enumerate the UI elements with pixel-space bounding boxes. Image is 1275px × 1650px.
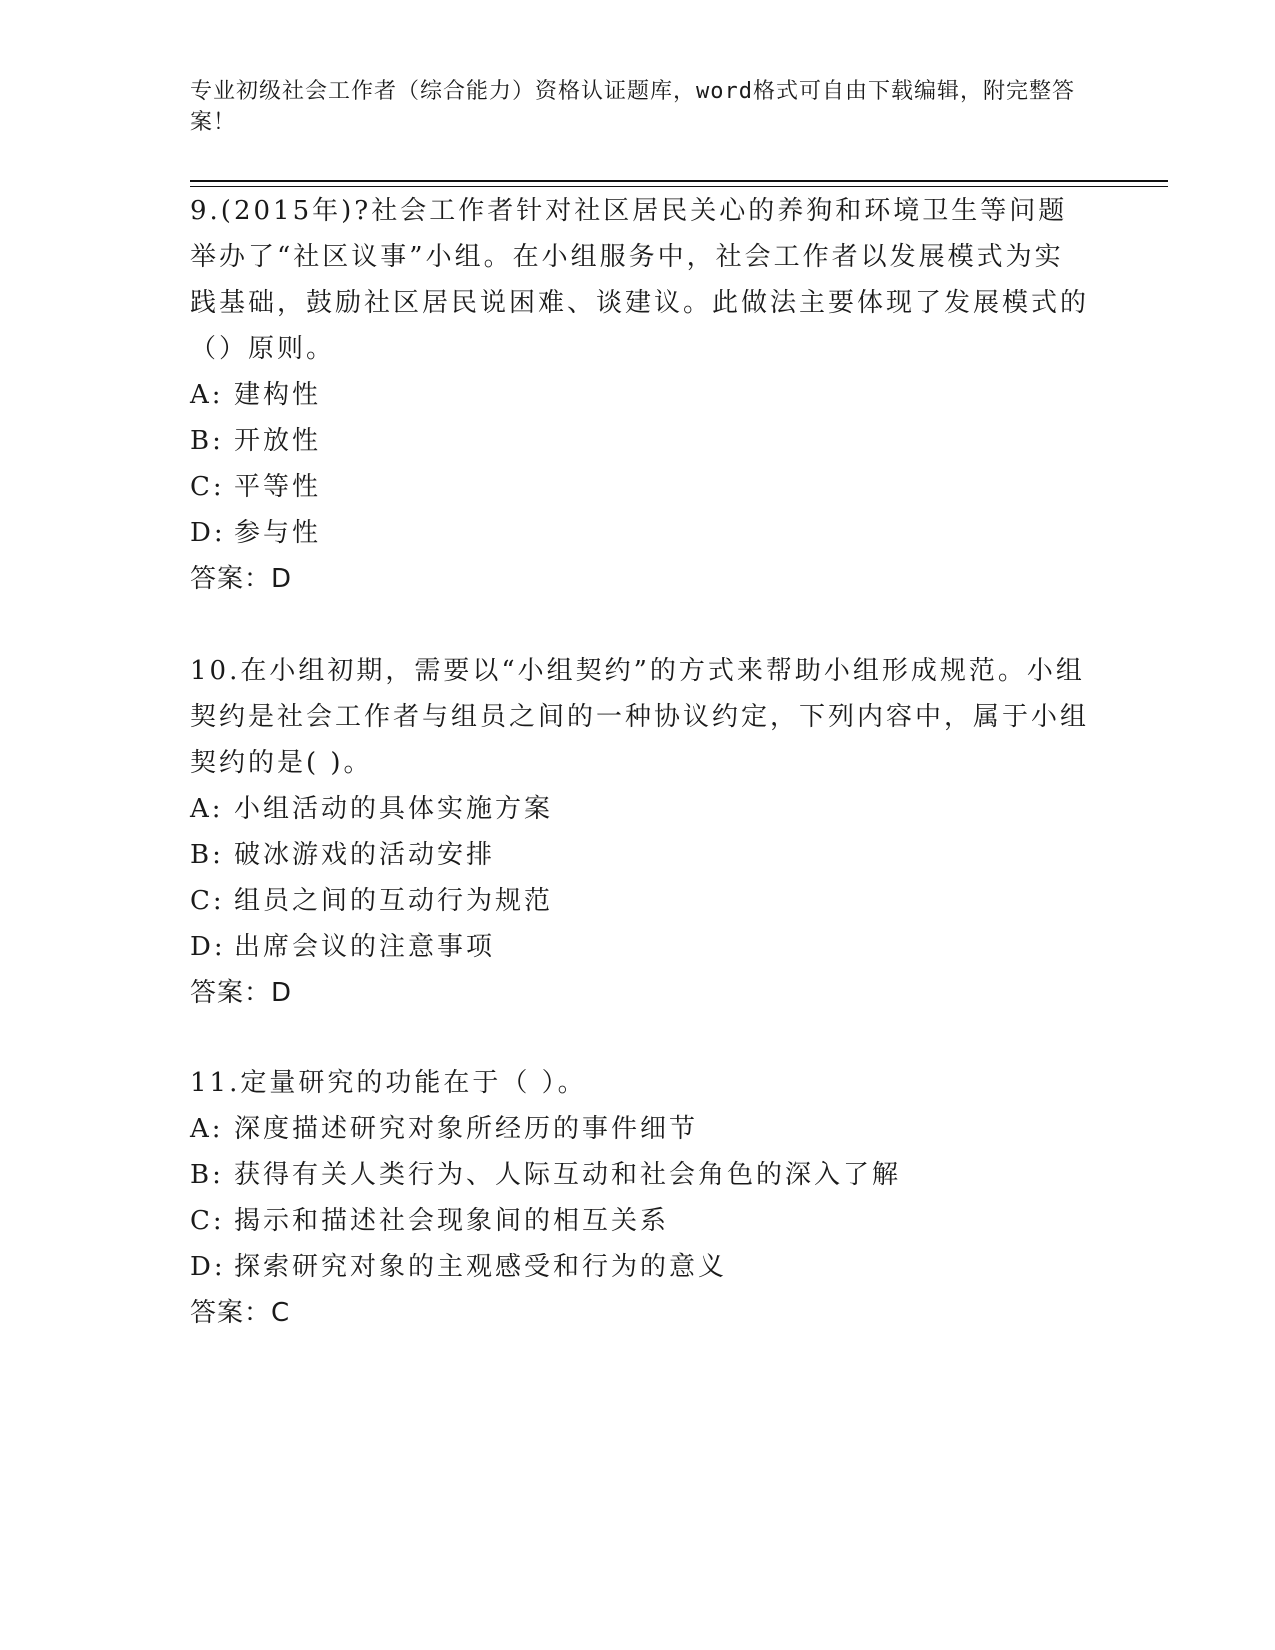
answer-line: 答案：C	[190, 1298, 291, 1328]
option-letter: D:	[190, 518, 226, 548]
option-letter: C:	[190, 886, 225, 916]
option-text: 开放性	[234, 426, 322, 456]
option-letter: A:	[190, 380, 224, 410]
option-text: 出席会议的注意事项	[234, 932, 496, 962]
option-letter: D:	[190, 1252, 226, 1282]
option-letter: B:	[190, 1160, 224, 1190]
document-header	[190, 76, 1090, 138]
header-divider-thin	[190, 186, 1168, 187]
option-text: 组员之间的互动行为规范	[234, 886, 554, 916]
question-11	[190, 1060, 1090, 1336]
document-title: 专业初级社会工作者（综合能力）资格认证题库，word格式可自由下载编辑，附完整答案！	[190, 79, 1075, 135]
option-letter: C:	[190, 472, 225, 502]
option-d	[190, 1244, 1090, 1290]
option-a	[190, 786, 1090, 832]
header-divider-thick	[190, 180, 1168, 182]
option-a	[190, 1106, 1090, 1152]
option-text: 获得有关人类行为、人际互动和社会角色的深入了解	[234, 1160, 902, 1190]
option-d	[190, 924, 1090, 970]
option-text: 深度描述研究对象所经历的事件细节	[234, 1114, 699, 1144]
option-c	[190, 1198, 1090, 1244]
option-text: 参与性	[234, 518, 322, 548]
answer-line: 答案：D	[190, 564, 293, 594]
option-text: 平等性	[234, 472, 322, 502]
option-c	[190, 878, 1090, 924]
option-letter: A:	[190, 1114, 224, 1144]
option-b	[190, 1152, 1090, 1198]
option-letter: C:	[190, 1206, 225, 1236]
option-text: 揭示和描述社会现象间的相互关系	[234, 1206, 670, 1236]
option-text: 小组活动的具体实施方案	[234, 794, 554, 824]
option-text: 探索研究对象的主观感受和行为的意义	[234, 1252, 728, 1282]
option-letter: A:	[190, 794, 224, 824]
option-b	[190, 832, 1090, 878]
option-b	[190, 418, 1090, 464]
answer-line: 答案：D	[190, 978, 293, 1008]
question-text: 11.定量研究的功能在于（ ）。	[190, 1068, 587, 1098]
question-10	[190, 648, 1090, 1016]
question-9	[190, 188, 1090, 602]
option-d	[190, 510, 1090, 556]
option-letter: D:	[190, 932, 226, 962]
option-letter: B:	[190, 840, 224, 870]
option-text: 建构性	[234, 380, 322, 410]
question-text: 9.(2015年)?社会工作者针对社区居民关心的养狗和环境卫生等问题举办了“社区议事”小组。在小组服务中，社会工作者以发展模式为实践基础，鼓励社区居民说困难、谈建议。此做法主要体现了发展模式的（）原则。	[190, 196, 1090, 364]
option-c	[190, 464, 1090, 510]
option-a	[190, 372, 1090, 418]
option-letter: B:	[190, 426, 224, 456]
question-text: 10.在小组初期，需要以“小组契约”的方式来帮助小组形成规范。小组契约是社会工作者与组员之间的一种协议约定，下列内容中，属于小组契约的是( )。	[190, 656, 1090, 778]
option-text: 破冰游戏的活动安排	[234, 840, 496, 870]
